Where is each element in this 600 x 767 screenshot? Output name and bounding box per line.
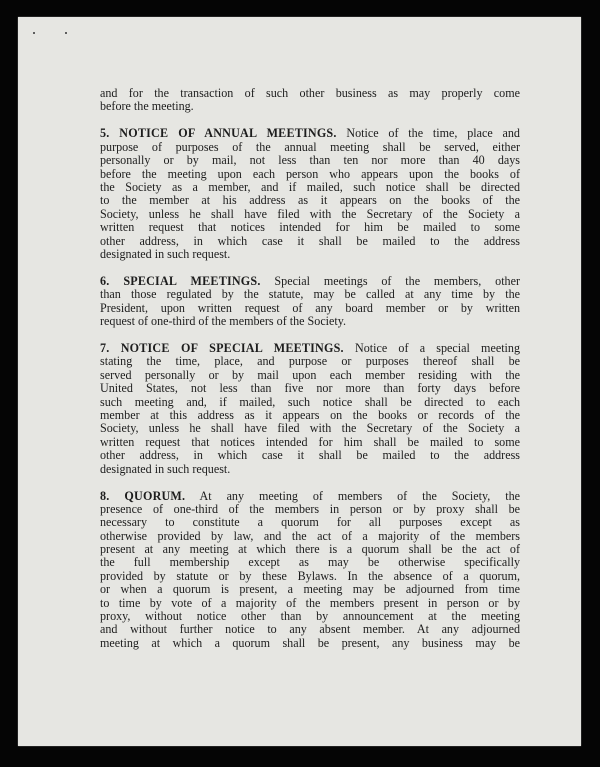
- scan-speck: [65, 32, 67, 34]
- section-number: 5.: [100, 126, 110, 141]
- section-quorum: [100, 490, 520, 651]
- section-first-line-text: At any meeting of members of the Society, the: [199, 488, 520, 503]
- text-line: and for the transaction of such other business as may properly come: [100, 86, 520, 100]
- text-line: than those regulated by the statute, may be called at any time by the: [100, 287, 520, 302]
- section-number: 6.: [100, 273, 110, 288]
- section-first-line-text: Notice of the time, place and: [346, 126, 520, 141]
- text-line: United States, not less than five nor more than forty days before: [100, 381, 520, 396]
- section-notice-of-annual-meetings: [100, 127, 520, 261]
- text-line: member at this address as it appears on the books or records of the: [100, 407, 520, 422]
- text-line: written request that notices intended for him shall be mailed to some: [100, 434, 520, 449]
- text-line: such meeting and, if mailed, such notice shall be directed to each: [100, 394, 520, 409]
- section-number: 8.: [100, 488, 110, 503]
- section-notice-of-special-meetings: [100, 342, 520, 476]
- text-line: served personally or by mail upon each member residing with the: [100, 367, 520, 382]
- text-line: written request that notices intended for him be mailed to some: [100, 220, 520, 235]
- text-line: before the meeting.: [100, 99, 194, 114]
- text-line: proxy, without notice other than by announcement at the meeting: [100, 609, 520, 624]
- text-line: to time by vote of a majority of the members present in person or by: [100, 595, 520, 610]
- text-line: to the member at his address as it appears on the books of the: [100, 193, 520, 208]
- section-number: 7.: [100, 341, 110, 356]
- text-line: presence of one-third of the members in person or by proxy shall be: [100, 501, 520, 516]
- text-line: stating the time, place, and purpose or purposes thereof shall be: [100, 354, 520, 369]
- text-line: the Society as a member, and if mailed, such notice shall be directed: [100, 179, 520, 194]
- section-heading: QUORUM.: [124, 488, 186, 503]
- text-line: other address, in which case it shall be mailed to the address: [100, 233, 520, 248]
- section-heading: SPECIAL MEETINGS.: [123, 273, 261, 288]
- text-line: present at any meeting at which there is a quorum shall be the act of: [100, 542, 520, 557]
- section-first-line: [100, 342, 520, 355]
- text-line: request of one-third of the members of the Society.: [100, 314, 347, 329]
- scan-speck: [33, 32, 35, 34]
- text-line: before the meeting upon each person who appears upon the books of: [100, 166, 520, 181]
- section-first-line: [100, 490, 520, 503]
- text-line: purpose of purposes of the annual meeting shall be served, either: [100, 139, 520, 154]
- section-first-line-text: Special meetings of the members, other: [274, 273, 520, 288]
- section-first-line-text: Notice of a special meeting: [354, 341, 521, 356]
- text-line: designated in such request.: [100, 246, 231, 261]
- text-line: and without further notice to any absent member. At any adjourned: [100, 622, 520, 637]
- section-first-line: [100, 127, 520, 140]
- text-line: personally or by mail, not less than ten nor more than 40 days: [100, 153, 520, 168]
- text-line: Society, unless he shall have filed with the Secretary of the Society a: [100, 206, 520, 221]
- text-line: necessary to constitute a quorum for all purposes except as: [100, 515, 520, 530]
- text-line: designated in such request.: [100, 461, 231, 476]
- intro-paragraph: [100, 87, 520, 114]
- section-heading: NOTICE OF ANNUAL MEETINGS.: [119, 126, 337, 141]
- section-heading: NOTICE OF SPECIAL MEETINGS.: [120, 341, 344, 356]
- section-special-meetings: [100, 275, 520, 329]
- text-line: or when a quorum is present, a meeting may be adjourned from time: [100, 582, 520, 597]
- text-line: otherwise provided by law, and the act of a majority of the members: [100, 528, 520, 543]
- text-line: President, upon written request of any board member or by written: [100, 300, 520, 315]
- section-first-line: [100, 275, 520, 288]
- text-line: Society, unless he shall have filed with the Secretary of the Society a: [100, 421, 520, 436]
- text-line: the full membership except as may be otherwise specifically: [100, 555, 520, 570]
- text-line: provided by statute or by these Bylaws. In the absence of a quorum,: [100, 568, 520, 583]
- text-line: meeting at which a quorum shall be present, any business may be: [100, 635, 520, 650]
- document-page: [18, 17, 581, 746]
- text-line: other address, in which case it shall be mailed to the address: [100, 448, 520, 463]
- document-body: [100, 87, 520, 650]
